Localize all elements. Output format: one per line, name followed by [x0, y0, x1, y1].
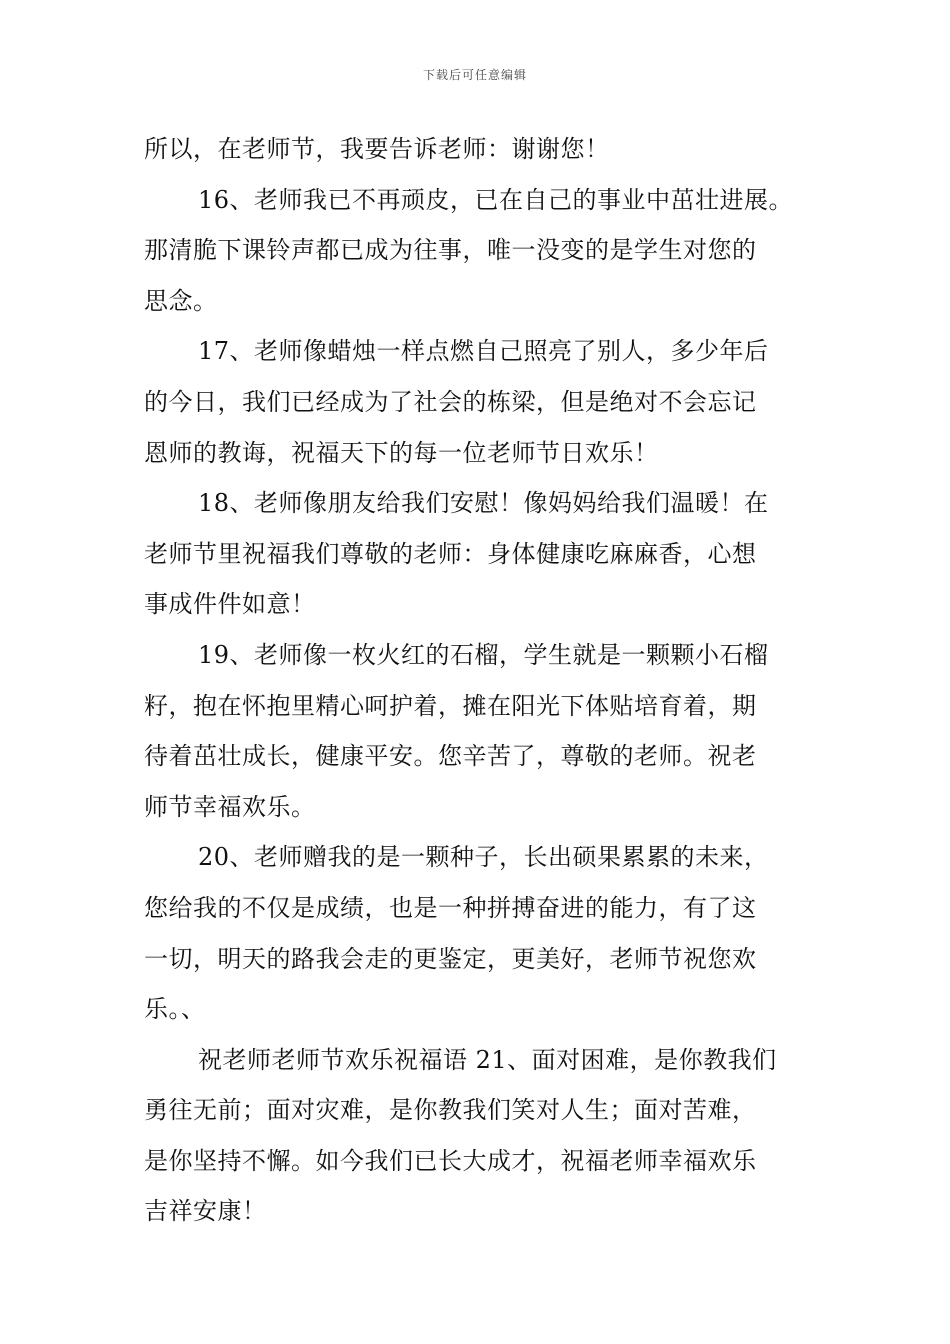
text-line: 16、老师我已不再顽皮，已在自己的事业中茁壮进展。 [198, 185, 794, 214]
text-line: 吉祥安康！ [144, 1197, 267, 1226]
text-line: 您给我的不仅是成绩，也是一种拼搏奋进的能力，有了这 [144, 893, 757, 922]
document-body [144, 124, 810, 1237]
text-line: 19、老师像一枚火红的石榴，学生就是一颗颗小石榴 [198, 640, 769, 669]
text-line: 老师节里祝福我们尊敬的老师：身体健康吃麻麻香，心想 [144, 539, 757, 568]
text-line: 一切，明天的路我会走的更鉴定，更美好，老师节祝您欢 [144, 944, 757, 973]
text-line: 事成件件如意！ [144, 590, 316, 619]
text-line: 师节幸福欢乐。 [144, 792, 316, 821]
text-line: 的今日，我们已经成为了社会的栋梁，但是绝对不会忘记 [144, 387, 757, 416]
text-line: 那清脆下课铃声都已成为往事，唯一没变的是学生对您的 [144, 236, 757, 265]
text-line: 乐。、 [144, 995, 206, 1024]
text-line: 籽，抱在怀抱里精心呵护着，摊在阳光下体贴培育着，期 [144, 691, 757, 720]
page-header: 下载后可任意编辑 [422, 68, 527, 82]
text-line: 勇往无前；面对灾难，是你教我们笑对人生；面对苦难， [144, 1096, 757, 1125]
text-line: 祝老师老师节欢乐祝福语 21、面对困难，是你教我们 [198, 1045, 777, 1074]
text-line: 是你坚持不懈。如今我们已长大成才，祝福老师幸福欢乐 [144, 1146, 757, 1175]
text-line: 思念。 [144, 286, 218, 315]
text-line: 17、老师像蜡烛一样点燃自己照亮了别人，多少年后 [198, 337, 769, 366]
text-line: 待着茁壮成长，健康平安。您辛苦了，尊敬的老师。祝老 [144, 742, 757, 771]
text-line: 20、老师赠我的是一颗种子，长出硕果累累的未来， [198, 843, 769, 872]
text-line: 18、老师像朋友给我们安慰！像妈妈给我们温暖！在 [198, 489, 769, 518]
text-line: 恩师的教诲，祝福天下的每一位老师节日欢乐！ [144, 438, 659, 467]
text-line: 所以，在老师节，我要告诉老师：谢谢您！ [144, 135, 610, 163]
